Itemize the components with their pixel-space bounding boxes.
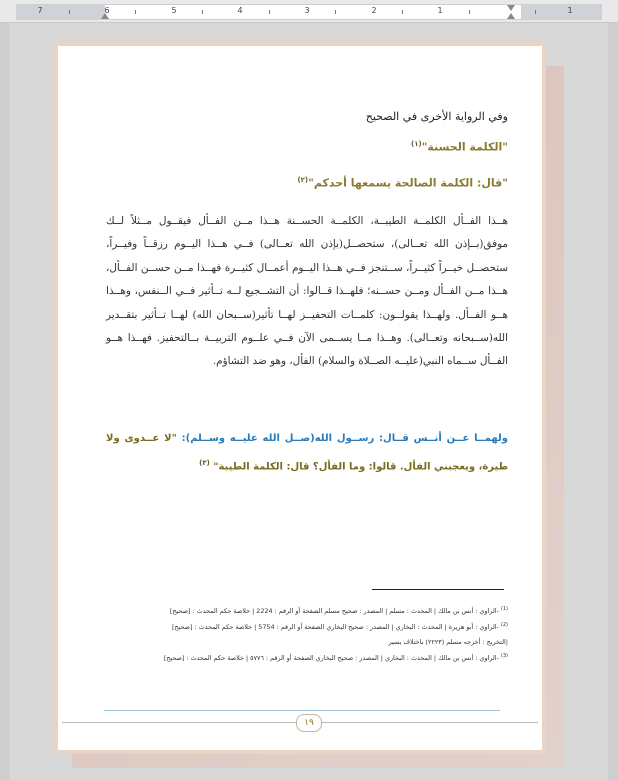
ruler-number: 1: [567, 6, 573, 15]
footnote-number: (1): [500, 606, 508, 612]
ruler-number: 4: [237, 6, 243, 15]
ruler-right-margin: [521, 5, 601, 19]
footnote-item: [98, 650, 508, 666]
footnote-number: (2): [500, 621, 508, 628]
footnote-text: -الراوي : أنس بن مالك | المحدث : مسلم | المصدر : صحيح مسلم الصفحة أو الرقم : 2224 | خلاصة حكم المحدث : [صحيح]: [169, 607, 499, 616]
ruler-number: 1: [437, 6, 443, 15]
quote-title-text: "الكلمة الحسنة": [421, 140, 508, 154]
document-page[interactable]: [54, 42, 546, 754]
hadith-text: "لا عــدوى ولا طيرة، ويعجبني الفأل. قالوا: وما الفأل؟ قال: الكلمة الطيبة": [106, 433, 508, 473]
ruler-tick: [202, 10, 203, 14]
footer-rule: [62, 722, 298, 723]
ruler-tick: [469, 10, 470, 14]
first-line-indent-marker[interactable]: [507, 5, 515, 11]
footnotes: [98, 603, 508, 666]
footnote-text: -الراوي : أبو هريرة | المحدث : البخاري | المصدر : صحيح البخاري الصفحة أو الرقم : 5754 | خلاصة حكم المحدث : [صحيح]: [171, 622, 499, 631]
ruler-tick: [269, 10, 270, 14]
left-gutter: [0, 23, 10, 780]
page-number: ١٩: [296, 714, 322, 732]
quote-say-text: "قال: الكلمة الصالحة يسمعها أحدكم": [308, 176, 508, 190]
horizontal-ruler[interactable]: [0, 0, 618, 23]
quote-title: [108, 140, 508, 154]
footnote-ref[interactable]: (٣): [199, 459, 210, 467]
hadith-paragraph: [106, 426, 508, 479]
ruler-number: 2: [371, 6, 377, 15]
right-indent-marker[interactable]: [507, 13, 515, 19]
ruler-left-margin: [17, 5, 105, 19]
footnote-item: [98, 603, 508, 619]
ruler-tick: [402, 10, 403, 14]
footnote-item: [98, 619, 508, 635]
footnote-item: [98, 634, 508, 650]
footnote-separator: [372, 589, 504, 590]
footer-rule: [316, 722, 538, 723]
footnote-text: |التخريج : أخرجه مسلم (٢٢٢٣) باختلاف يسير: [388, 638, 508, 647]
hadith-narration: ولهمــا عــن أنــس قــال: رســول الله(صــل الله عليــه وســلم):: [181, 433, 509, 444]
footnote-text: -الراوي : أنس بن مالك | المحدث : البخاري | المصدر : صحيح البخاري الصفحة أو الرقم : ٥٧٧٦ | خلاصة حكم المحدث : [صحيح]: [163, 654, 499, 662]
right-gutter: [608, 23, 618, 780]
ruler-tick: [69, 10, 70, 14]
section-heading: وفي الرواية الأخرى في الصحيح: [365, 110, 508, 123]
left-indent-marker[interactable]: [101, 13, 109, 19]
ruler-number: 3: [304, 6, 310, 15]
body-paragraph: هــذا الفــأل الكلمــة الطيبــة، الكلمــة الحســنة هــذا مــن الفــأل فيقــول مــثلاً لــك موفق(بــإذن الله تعــالى)، ستحصــل(بإذن الله تعــالى) فــي هــذا اليــوم رزقــاً وفيــراً، ستحصــل خيــراً كثيــراً، ســتنجز فــي هــذا اليــوم أعمــال كثيــرة فهــذا مــن حســن الفــأل، هــذا مــن الفــأل ومــن حســنه؛ فلهــذا قــالوا: أن التشــجيع لــه تــأثير فــي الــنفس، وهــذا هــو الفــأل. ولهــذا يقولــون: كلمــات التحفيــز لهــا تأثير(ســبحان الله) لهــا تــأثير بتقــدير الله(ســبحانه وتعــالى). وهــذا مــا يســمى الآن فــي علــوم التربيــة بــالتحفيز. فهــذا هــو الفــأل ســماه النبي(عليــه الصــلاة والسلام) الفأل، وهو ضد التشاؤم.: [106, 215, 508, 368]
ruler-tick: [135, 10, 136, 14]
ruler-number: 5: [171, 6, 177, 15]
footer-blue-rule: [104, 710, 500, 711]
footnote-number: (3): [500, 652, 508, 659]
ruler-tick: [535, 10, 536, 14]
ruler-number: 7: [37, 6, 43, 15]
ruler-tick: [335, 10, 336, 14]
footnote-ref[interactable]: (١): [411, 140, 422, 148]
ruler-number: 6: [104, 6, 110, 15]
quote-say: [88, 176, 508, 190]
footnote-ref[interactable]: (٢): [297, 176, 309, 184]
ruler-track[interactable]: [16, 4, 602, 20]
